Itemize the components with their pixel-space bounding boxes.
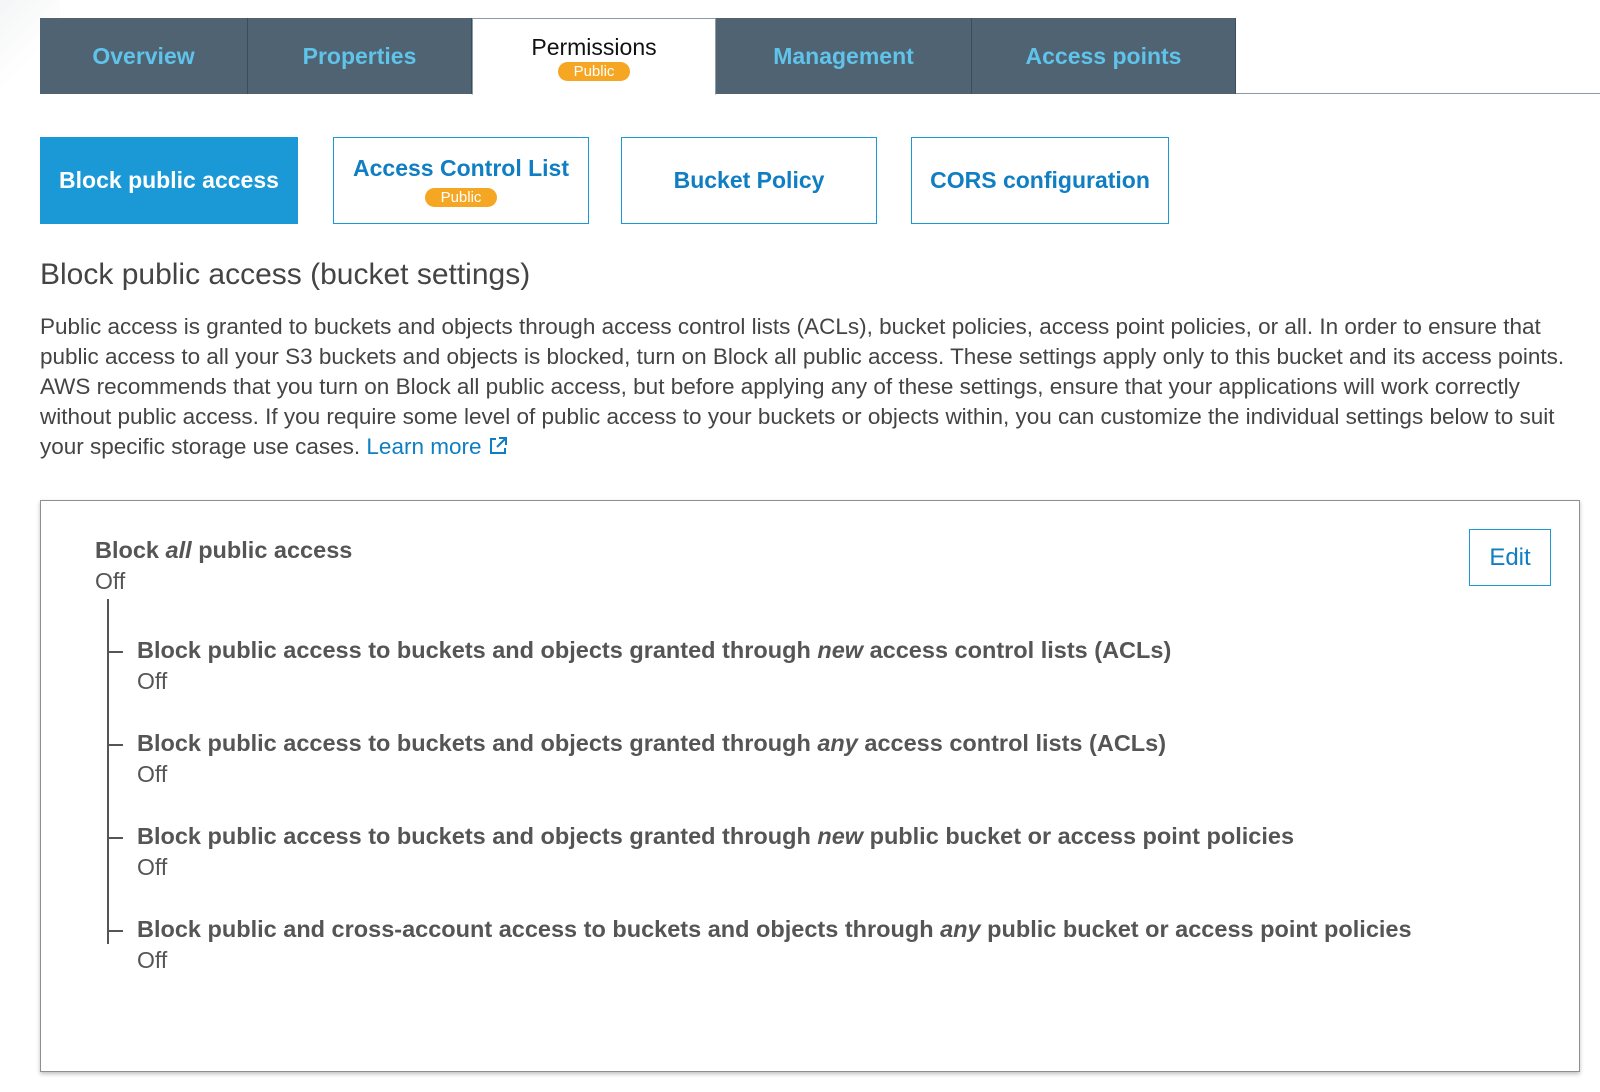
- setting-value: Off: [137, 668, 168, 694]
- setting-new-policies: [137, 823, 1294, 881]
- setting-value: Off: [137, 854, 168, 880]
- tab-overview[interactable]: [40, 18, 248, 94]
- setting-title: Block public access to buckets and objects granted through new public bucket or access point policies: [137, 823, 1295, 849]
- tree-branch: [107, 744, 123, 746]
- tab-label: Overview: [92, 42, 195, 69]
- setting-title: Block public access to buckets and objects granted through any access control lists (ACLs): [137, 730, 1167, 756]
- description-text: Public access is granted to buckets and objects through access control lists (ACLs), bucket policies, access point policies, or all. In order to ensure that public access to all your S3 buckets and objects is blocked, turn on Block all public access. These settings apply only to this bucket and its access points. AWS recommends that you turn on Block all public access, but before applying any of these settings, ensure that your applications will work correctly without public access. If you require some level of public access to your buckets or objects within, you can customize the individual settings below to suit your specific storage use cases.: [40, 314, 1565, 459]
- tree-branch: [107, 651, 123, 653]
- subtab-label: Bucket Policy: [673, 167, 825, 193]
- public-badge: Public: [425, 188, 498, 207]
- subtab-block-public-access[interactable]: [40, 137, 298, 224]
- subtab-bucket-policy[interactable]: [621, 137, 877, 224]
- setting-title: Block public access to buckets and objects granted through new access control lists (ACLs): [137, 637, 1172, 663]
- learn-more-label: Learn more: [366, 434, 482, 459]
- setting-title: Block public and cross-account access to buckets and objects through any public bucket or access point policies: [137, 916, 1412, 942]
- tree-branch: [107, 837, 123, 839]
- tab-access-points[interactable]: [972, 18, 1236, 94]
- tree-branch: [107, 930, 123, 932]
- section-title: Block public access (bucket settings): [40, 258, 531, 291]
- subtab-label: CORS configuration: [930, 167, 1150, 193]
- learn-more-link[interactable]: [366, 434, 509, 459]
- tab-label: Management: [773, 42, 914, 69]
- subtab-access-control-list[interactable]: [333, 137, 589, 224]
- block-all-public-access-setting: [95, 537, 352, 595]
- tab-label: Permissions: [531, 34, 657, 60]
- tab-properties[interactable]: [248, 18, 472, 94]
- top-tab-bar: [0, 0, 1600, 94]
- block-public-access-settings-panel: [40, 500, 1580, 1072]
- tab-label: Properties: [302, 42, 417, 69]
- section-description: [40, 312, 1570, 465]
- setting-value: Off: [137, 947, 168, 973]
- external-link-icon: [487, 435, 509, 465]
- subtab-label: Access Control List: [353, 154, 569, 181]
- setting-new-acls: [137, 637, 1171, 695]
- setting-any-acls: [137, 730, 1166, 788]
- setting-any-policies: [137, 916, 1412, 974]
- tab-label: Access points: [1025, 42, 1182, 69]
- subtab-cors-configuration[interactable]: [911, 137, 1169, 224]
- tab-permissions[interactable]: [472, 18, 716, 95]
- setting-value: Off: [137, 761, 168, 787]
- public-badge: Public: [558, 62, 631, 81]
- setting-value: Off: [95, 568, 126, 594]
- setting-title: Block all public access: [95, 537, 353, 563]
- edit-button[interactable]: Edit: [1469, 529, 1551, 586]
- subtab-label: Block public access: [59, 167, 279, 193]
- tab-management[interactable]: [716, 18, 972, 94]
